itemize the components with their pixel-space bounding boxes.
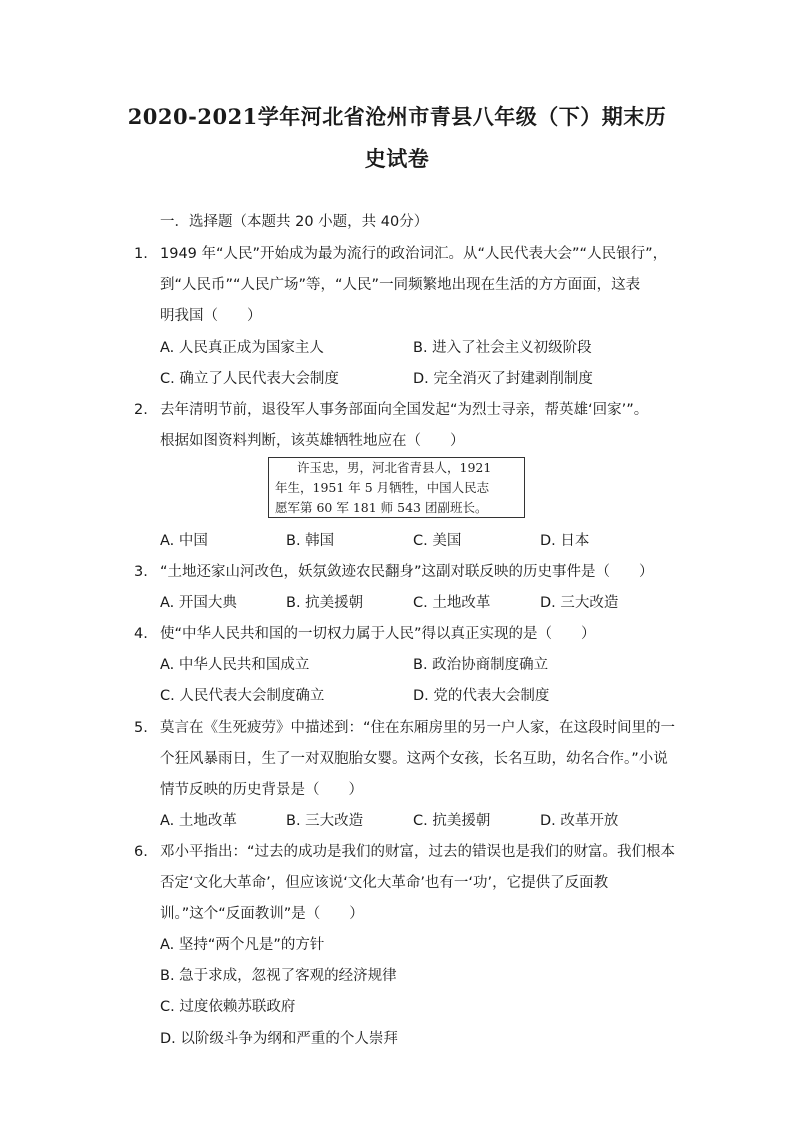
question-text: 到“人民币”“人民广场”等，“人民”一同频繁地出现在生活的方方面面，这表 [160, 277, 641, 293]
option-b: B. 抗美援朝 [286, 595, 364, 611]
option-a: A. 中国 [160, 533, 208, 549]
question-text: 莫言在《生死疲劳》中描述到：“住在东厢房里的另一户人家，在这段时间里的一 [160, 720, 676, 736]
option-d: D. 三大改造 [540, 595, 619, 611]
question-number: 6. [134, 844, 148, 860]
option-d: D. 以阶级斗争为纲和严重的个人崇拜 [160, 1031, 398, 1047]
question-text: 明我国（ ） [160, 308, 262, 324]
option-b: B. 政治协商制度确立 [413, 657, 549, 673]
record-line: 愿军第 60 军 181 师 543 团副班长。 [275, 500, 488, 515]
question-number: 1. [134, 246, 148, 262]
record-line: 许玉忠，男，河北省青县人，1921 [297, 460, 492, 475]
option-a: A. 开国大典 [160, 595, 237, 611]
question-text: 训。”这个“反面教训”是（ ） [160, 906, 364, 922]
option-c: C. 人民代表大会制度确立 [160, 688, 325, 704]
question-text: “土地还家山河改色，妖氛敛迹农民翻身”这副对联反映的历史事件是（ ） [160, 564, 654, 580]
option-a: A. 土地改革 [160, 813, 237, 829]
question-text: 1949 年“人民”开始成为最为流行的政治词汇。从“人民代表大会”“人民银行”， [160, 246, 668, 262]
page-title: 2020-2021学年河北省沧州市青县八年级（下）期末历 [127, 104, 667, 129]
option-c: C. 过度依赖苏联政府 [160, 999, 296, 1015]
question-number: 4. [134, 626, 148, 642]
option-c: C. 确立了人民代表大会制度 [160, 371, 339, 387]
option-c: C. 美国 [413, 533, 462, 549]
question-text: 根据如图资料判断，该英雄牺牲地应在（ ） [160, 433, 465, 449]
martyr-record-box [268, 457, 525, 518]
option-a: A. 人民真正成为国家主人 [160, 340, 324, 356]
question-number: 2. [134, 402, 148, 418]
option-b: B. 韩国 [286, 533, 335, 549]
option-b: B. 进入了社会主义初级阶段 [413, 340, 592, 356]
page-title-continued: 史试卷 [364, 146, 430, 171]
question-text: 否定‘文化大革命’，但应该说‘文化大革命’也有一‘功’，它提供了反面教 [160, 875, 609, 891]
question-text: 个狂风暴雨日，生了一对双胞胎女婴。这两个女孩，长名互助，幼名合作。”小说 [160, 751, 668, 767]
question-text: 使“中华人民共和国的一切权力属于人民”得以真正实现的是（ ） [160, 626, 596, 642]
option-b: B. 急于求成，忽视了客观的经济规律 [160, 968, 397, 984]
question-text: 邓小平指出：“过去的成功是我们的财富，过去的错误也是我们的财富。我们根本 [160, 844, 676, 860]
option-d: D. 改革开放 [540, 813, 619, 829]
option-d: D. 日本 [540, 533, 590, 549]
option-b: B. 三大改造 [286, 813, 364, 829]
record-line: 年生，1951 年 5 月牺牲，中国人民志 [275, 480, 490, 495]
question-text: 去年清明节前，退役军人事务部面向全国发起“为烈士寻亲，帮英雄‘回家’”。 [160, 402, 649, 418]
option-d: D. 完全消灭了封建剥削制度 [413, 371, 593, 387]
option-c: C. 抗美援朝 [413, 813, 491, 829]
option-a: A. 中华人民共和国成立 [160, 657, 310, 673]
question-text: 情节反映的历史背景是（ ） [160, 782, 363, 798]
option-c: C. 土地改革 [413, 595, 491, 611]
option-a: A. 坚持“两个凡是”的方针 [160, 937, 325, 953]
section-heading: 一．选择题（本题共 20 小题，共 40分） [160, 214, 429, 230]
question-number: 5. [134, 720, 148, 736]
option-d: D. 党的代表大会制度 [413, 688, 550, 704]
question-number: 3. [134, 564, 148, 580]
